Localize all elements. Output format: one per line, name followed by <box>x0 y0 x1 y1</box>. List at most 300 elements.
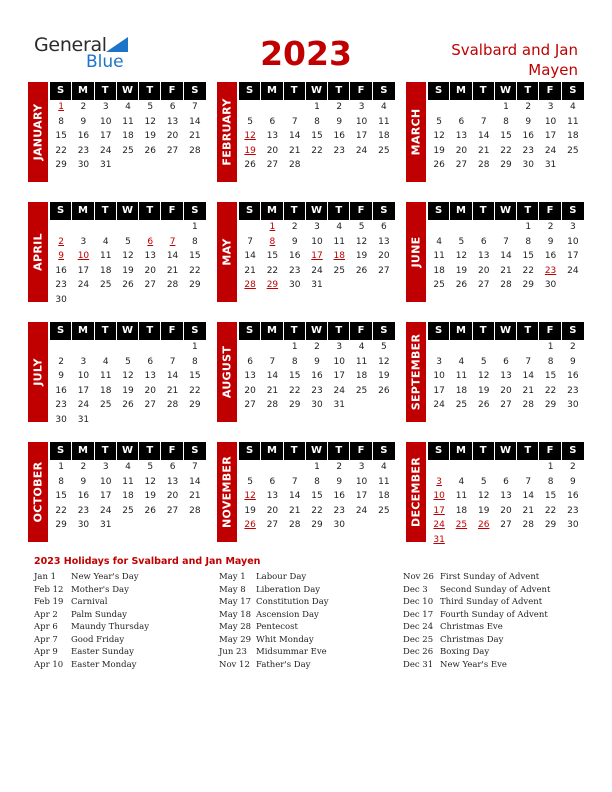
weekday-header: W <box>117 322 139 340</box>
day-cell: 11 <box>122 476 134 487</box>
month-september <box>406 322 586 422</box>
holiday-date: Jan 1 <box>34 572 57 582</box>
day-cell: 17 <box>433 505 445 516</box>
day-cell: 5 <box>247 116 253 127</box>
empty-day-cell <box>261 460 283 475</box>
weekday-header: M <box>450 442 472 460</box>
day-cell: 14 <box>522 371 534 381</box>
weekday-header: F <box>161 202 183 220</box>
day-cell: 11 <box>455 491 468 501</box>
day-cell: 10 <box>544 116 557 127</box>
day-cell: 10 <box>99 116 112 127</box>
day-cell: 4 <box>380 462 387 472</box>
day-cell: 24 <box>333 385 345 396</box>
holiday-name: Third Sunday of Advent <box>440 597 543 607</box>
weekday-header: F <box>161 82 183 100</box>
day-cell: 23 <box>311 385 323 396</box>
weekday-header: T <box>95 322 117 340</box>
day-cell: 23 <box>288 265 301 276</box>
day-cell: 29 <box>55 160 67 170</box>
day-cell: 7 <box>269 356 276 367</box>
month-name: JUNE <box>409 236 423 268</box>
month-label <box>406 82 426 182</box>
day-cell: 16 <box>522 131 534 141</box>
holiday-row <box>219 635 409 648</box>
day-cell: 6 <box>147 356 154 367</box>
weekday-header: M <box>72 202 94 220</box>
day-cell: 31 <box>77 414 90 425</box>
empty-day-cell <box>473 100 495 115</box>
day-cell: 27 <box>266 520 279 530</box>
logo-general-text: General <box>34 34 107 56</box>
day-cell: 24 <box>311 265 323 276</box>
holiday-date: Apr 9 <box>34 647 58 657</box>
holiday-row <box>34 622 224 635</box>
holiday-date: Nov 26 <box>403 572 434 582</box>
day-cell: 25 <box>455 520 468 530</box>
day-cell: 27 <box>378 265 390 276</box>
day-cell: 18 <box>455 505 468 516</box>
weekday-header: S <box>50 82 72 100</box>
holiday-column <box>219 572 409 672</box>
day-cell: 11 <box>99 371 112 381</box>
weekday-header: S <box>428 82 450 100</box>
weekday-header: M <box>450 82 472 100</box>
day-cell: 12 <box>433 131 445 141</box>
weekday-header: F <box>539 442 561 460</box>
month-name: APRIL <box>31 233 45 271</box>
weekday-header: T <box>284 442 306 460</box>
day-cell: 31 <box>99 160 112 170</box>
weekday-header: S <box>50 322 72 340</box>
day-cell: 27 <box>166 505 179 516</box>
day-cell: 8 <box>291 356 298 367</box>
day-cell: 20 <box>455 145 468 156</box>
day-cell: 11 <box>433 251 445 261</box>
holiday-row <box>219 660 409 673</box>
day-cell: 7 <box>525 476 532 487</box>
day-cell: 7 <box>291 116 298 127</box>
day-cell: 9 <box>80 116 87 127</box>
day-cell: 20 <box>500 505 512 516</box>
day-cell: 14 <box>166 251 179 261</box>
day-cell: 5 <box>480 356 487 367</box>
weekday-header: W <box>117 82 139 100</box>
holiday-date: Apr 2 <box>34 609 58 620</box>
day-cell: 1 <box>547 342 554 352</box>
day-cell: 29 <box>55 520 67 530</box>
day-cell: 23 <box>55 400 67 410</box>
day-cell: 6 <box>247 356 253 367</box>
day-cell: 6 <box>503 476 509 487</box>
day-cell: 29 <box>544 520 557 530</box>
month-name: MARCH <box>409 108 423 156</box>
day-cell: 10 <box>77 251 90 261</box>
day-cell: 30 <box>77 160 90 170</box>
weekday-header: M <box>450 202 472 220</box>
weekday-header: T <box>284 322 306 340</box>
day-cell: 15 <box>189 251 201 261</box>
day-cell: 30 <box>77 520 90 530</box>
day-cell: 9 <box>547 236 554 247</box>
holiday-name: Constitution Day <box>256 597 329 607</box>
day-cell: 5 <box>358 222 365 232</box>
empty-day-cell <box>117 340 139 355</box>
day-cell: 16 <box>333 491 345 501</box>
day-cell: 9 <box>291 236 298 247</box>
day-cell: 11 <box>455 371 468 381</box>
holiday-name: Liberation Day <box>256 584 321 595</box>
day-cell: 22 <box>189 265 201 276</box>
day-cell: 7 <box>247 236 253 247</box>
day-cell: 23 <box>544 265 557 276</box>
day-cell: 14 <box>266 371 279 381</box>
day-cell: 21 <box>522 505 534 516</box>
day-cell: 12 <box>355 236 368 247</box>
day-cell: 17 <box>77 265 90 276</box>
day-cell: 26 <box>433 160 445 170</box>
day-cell: 14 <box>288 491 301 501</box>
day-cell: 21 <box>288 145 301 156</box>
weekday-header: T <box>328 202 350 220</box>
day-cell: 11 <box>378 116 390 127</box>
holiday-date: Apr 10 <box>34 659 64 670</box>
day-cells <box>428 340 584 413</box>
day-cell: 12 <box>144 476 156 487</box>
holiday-name: Father's Day <box>256 659 311 670</box>
weekday-header: T <box>328 82 350 100</box>
day-cell: 16 <box>567 491 579 501</box>
day-cell: 3 <box>314 222 320 232</box>
holiday-date: Feb 19 <box>34 597 64 607</box>
day-cell: 9 <box>80 476 87 487</box>
month-label <box>217 322 237 422</box>
day-cell: 28 <box>288 520 301 530</box>
weekday-header: S <box>428 322 450 340</box>
holiday-date: Dec 3 <box>403 584 428 595</box>
month-november <box>217 442 397 542</box>
day-cell: 22 <box>522 265 534 276</box>
month-label <box>217 82 237 182</box>
weekday-header: W <box>495 442 517 460</box>
day-cell: 10 <box>355 476 368 487</box>
day-cell: 27 <box>477 280 490 290</box>
day-cell: 17 <box>77 385 90 396</box>
empty-day-cell <box>450 220 472 235</box>
month-days-grid <box>239 442 395 533</box>
holiday-date: Apr 7 <box>34 634 58 645</box>
day-cell: 18 <box>433 265 445 276</box>
day-cell: 2 <box>291 222 298 232</box>
weekday-header: S <box>428 202 450 220</box>
holiday-date: May 8 <box>219 584 246 595</box>
weekday-header: F <box>350 82 372 100</box>
weekday-header: W <box>306 322 328 340</box>
day-cell: 22 <box>288 385 301 396</box>
day-cell: 11 <box>355 356 368 367</box>
month-days-grid <box>428 202 584 293</box>
weekday-header: S <box>380 85 388 96</box>
day-cell: 28 <box>477 160 490 170</box>
day-cell: 5 <box>125 236 131 247</box>
day-cell: 8 <box>314 476 320 487</box>
day-cell: 31 <box>311 280 323 290</box>
empty-day-cell <box>450 100 472 115</box>
holiday-name: Palm Sunday <box>71 609 127 620</box>
day-cell: 16 <box>288 251 301 261</box>
empty-day-cell <box>517 340 539 355</box>
day-cell: 29 <box>288 400 301 410</box>
day-cell: 30 <box>333 520 345 530</box>
day-cell: 18 <box>122 131 134 141</box>
weekday-header: S <box>380 325 388 336</box>
day-cell: 3 <box>80 236 87 247</box>
day-cell: 24 <box>433 520 445 530</box>
day-cell: 27 <box>144 280 156 290</box>
day-cell: 4 <box>569 102 576 112</box>
day-cell: 26 <box>144 145 156 156</box>
empty-day-cell <box>72 340 94 355</box>
day-cell: 3 <box>336 342 343 352</box>
day-cells <box>239 100 395 173</box>
day-cell: 26 <box>378 385 390 396</box>
day-cell: 31 <box>433 534 445 545</box>
day-cell: 9 <box>525 116 532 127</box>
holiday-name: New Year's Eve <box>440 659 507 670</box>
day-cell: 11 <box>99 251 112 261</box>
day-cell: 13 <box>455 131 468 141</box>
day-cell: 23 <box>55 280 67 290</box>
empty-day-cell <box>161 220 183 235</box>
empty-day-cell <box>117 220 139 235</box>
holiday-row <box>403 660 593 673</box>
weekday-header: S <box>191 445 199 456</box>
day-cell: 17 <box>433 385 445 396</box>
weekday-header-row <box>428 322 584 340</box>
month-days-grid <box>239 82 395 173</box>
weekday-header: T <box>284 82 306 100</box>
day-cell: 1 <box>58 462 64 472</box>
weekday-header-row <box>428 202 584 220</box>
day-cell: 19 <box>477 385 490 396</box>
day-cell: 8 <box>191 356 198 367</box>
day-cell: 17 <box>311 251 323 261</box>
day-cell: 23 <box>333 505 345 516</box>
day-cell: 2 <box>336 462 343 472</box>
day-cell: 22 <box>266 265 279 276</box>
holiday-row <box>34 635 224 648</box>
holiday-name: Ascension Day <box>256 609 319 620</box>
holiday-date: Dec 24 <box>403 622 434 632</box>
holiday-date: Dec 31 <box>403 659 434 670</box>
empty-day-cell <box>50 220 72 235</box>
day-cell: 23 <box>567 385 579 396</box>
country-title: Svalbard and Jan Mayen <box>451 41 578 79</box>
weekday-header: T <box>328 322 350 340</box>
weekday-header: T <box>517 82 539 100</box>
weekday-header: S <box>380 445 388 456</box>
holiday-date: May 29 <box>219 634 252 645</box>
day-cell: 29 <box>522 280 534 290</box>
empty-day-cell <box>139 340 161 355</box>
day-cell: 1 <box>191 342 198 352</box>
holiday-row <box>34 572 224 585</box>
holiday-name: Easter Monday <box>71 659 137 670</box>
day-cell: 20 <box>378 251 390 261</box>
month-label <box>406 442 426 542</box>
weekday-header: T <box>473 322 495 340</box>
day-cells <box>50 220 206 307</box>
empty-day-cell <box>261 100 283 115</box>
day-cell: 1 <box>291 342 298 352</box>
empty-day-cell <box>495 340 517 355</box>
day-cell: 29 <box>500 160 512 170</box>
logo-blue-text: Blue <box>86 52 124 72</box>
day-cell: 30 <box>544 280 557 290</box>
day-cell: 16 <box>544 251 557 261</box>
day-cell: 22 <box>189 385 201 396</box>
day-cell: 31 <box>544 160 557 170</box>
day-cells <box>50 100 206 173</box>
day-cell: 27 <box>144 400 156 410</box>
day-cell: 5 <box>458 236 465 247</box>
day-cell: 8 <box>314 116 320 127</box>
empty-day-cell <box>450 340 472 355</box>
day-cell: 13 <box>378 236 390 247</box>
day-cell: 7 <box>503 236 509 247</box>
day-cell: 2 <box>336 102 343 112</box>
weekday-header: W <box>306 202 328 220</box>
day-cell: 29 <box>266 280 279 290</box>
holiday-row <box>219 597 409 610</box>
holiday-row <box>219 585 409 598</box>
day-cell: 13 <box>266 131 279 141</box>
weekday-header: T <box>473 442 495 460</box>
day-cell: 3 <box>547 102 554 112</box>
day-cell: 28 <box>522 400 534 410</box>
day-cell: 14 <box>166 371 179 381</box>
day-cell: 24 <box>355 505 368 516</box>
day-cell: 2 <box>80 462 87 472</box>
day-cell: 3 <box>358 462 365 472</box>
holiday-date: Feb 12 <box>34 584 64 595</box>
empty-day-cell <box>261 340 283 355</box>
day-cell: 16 <box>55 385 67 396</box>
day-cell: 10 <box>433 371 445 381</box>
day-cells <box>50 340 206 427</box>
day-cell: 26 <box>244 160 256 170</box>
day-cell: 15 <box>544 371 557 381</box>
day-cell: 17 <box>355 131 368 141</box>
weekday-header: M <box>72 322 94 340</box>
day-cell: 7 <box>480 116 487 127</box>
holiday-date: Dec 26 <box>403 647 434 657</box>
day-cell: 8 <box>58 116 64 127</box>
day-cell: 9 <box>569 356 576 367</box>
day-cell: 8 <box>269 236 276 247</box>
day-cell: 18 <box>378 491 390 501</box>
day-cell: 14 <box>522 491 534 501</box>
day-cell: 11 <box>567 116 579 127</box>
day-cell: 14 <box>189 116 201 127</box>
month-label <box>28 82 48 182</box>
holiday-row <box>219 647 409 660</box>
weekday-header: T <box>517 442 539 460</box>
day-cell: 26 <box>144 505 156 516</box>
weekday-header: M <box>261 202 283 220</box>
day-cell: 4 <box>458 356 465 367</box>
weekday-header: F <box>539 82 561 100</box>
day-cell: 9 <box>336 476 343 487</box>
day-cell: 22 <box>500 145 512 156</box>
weekday-header: W <box>117 442 139 460</box>
weekday-header: M <box>450 322 472 340</box>
empty-day-cell <box>50 340 72 355</box>
weekday-header-row <box>239 322 395 340</box>
day-cell: 22 <box>311 505 323 516</box>
holiday-row <box>219 610 409 623</box>
day-cell: 16 <box>55 265 67 276</box>
day-cell: 19 <box>433 145 445 156</box>
holiday-date: Nov 12 <box>219 659 250 670</box>
day-cell: 3 <box>569 222 576 232</box>
day-cell: 1 <box>314 102 320 112</box>
empty-day-cell <box>450 460 472 475</box>
day-cell: 19 <box>144 131 156 141</box>
weekday-header: T <box>139 442 161 460</box>
day-cell: 25 <box>333 265 345 276</box>
empty-day-cell <box>95 340 117 355</box>
weekday-header-row <box>239 82 395 100</box>
month-days-grid <box>428 442 584 547</box>
day-cell: 18 <box>455 385 468 396</box>
day-cell: 17 <box>333 371 345 381</box>
day-cells <box>50 460 206 533</box>
day-cell: 30 <box>522 160 534 170</box>
weekday-header: S <box>569 325 577 336</box>
day-cell: 23 <box>522 145 534 156</box>
month-name: SEPTEMBER <box>409 333 423 411</box>
day-cell: 28 <box>189 505 201 516</box>
holiday-date: Jun 23 <box>219 647 247 657</box>
day-cell: 15 <box>55 131 67 141</box>
day-cell: 19 <box>378 371 390 381</box>
day-cell: 22 <box>544 385 557 396</box>
day-cell: 10 <box>433 491 445 501</box>
month-december <box>406 442 586 545</box>
day-cell: 11 <box>122 116 134 127</box>
day-cells <box>428 100 584 173</box>
day-cell: 15 <box>266 251 279 261</box>
day-cell: 10 <box>333 356 345 367</box>
day-cell: 5 <box>147 462 154 472</box>
month-label <box>28 202 48 302</box>
day-cell: 24 <box>544 145 557 156</box>
holiday-date: Dec 25 <box>403 634 434 645</box>
month-days-grid <box>50 82 206 173</box>
day-cell: 27 <box>455 160 468 170</box>
day-cell: 17 <box>99 131 112 141</box>
day-cell: 6 <box>503 356 509 367</box>
day-cell: 8 <box>525 236 532 247</box>
day-cell: 12 <box>477 491 490 501</box>
month-days-grid <box>239 322 395 413</box>
holiday-date: May 18 <box>219 609 252 620</box>
empty-day-cell <box>428 220 450 235</box>
day-cell: 22 <box>544 505 557 516</box>
day-cell: 13 <box>500 491 512 501</box>
weekday-header: S <box>569 85 577 96</box>
